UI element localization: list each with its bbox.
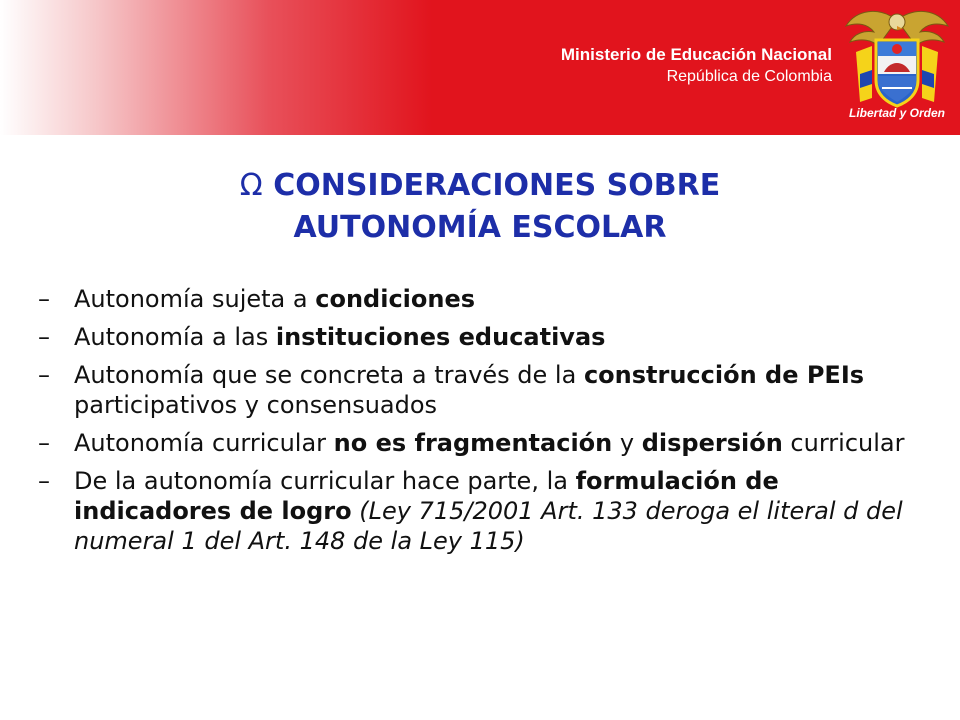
omega-bullet: Ω	[239, 168, 263, 203]
bullet-text: curricular	[782, 429, 905, 457]
dash-bullet: –	[38, 429, 50, 457]
dash-bullet: –	[38, 285, 50, 313]
dash-bullet: –	[38, 323, 50, 351]
bullet-bold-text: condiciones	[315, 285, 476, 313]
header-banner	[0, 0, 960, 135]
bullet-text: De la autonomía curricular hace parte, la	[74, 467, 576, 495]
bullet-list	[38, 284, 928, 564]
list-item	[38, 322, 928, 352]
list-item	[38, 284, 928, 314]
bullet-text: participativos y consensuados	[74, 391, 438, 419]
list-item	[38, 360, 928, 420]
bullet-bold-text: no es fragmentación	[333, 429, 613, 457]
title-line-2: AUTONOMÍA ESCOLAR	[293, 210, 667, 245]
title-text-1: CONSIDERACIONES SOBRE	[273, 168, 721, 203]
country-name: República de Colombia	[666, 68, 832, 85]
ministry-block	[561, 44, 832, 88]
bullet-text: y	[612, 429, 642, 457]
ministry-name: Ministerio de Educación Nacional	[560, 45, 832, 64]
crest-motto: Libertad y Orden	[848, 106, 946, 120]
bullet-text: Autonomía curricular	[74, 429, 334, 457]
bullet-text: Autonomía a las	[74, 323, 276, 351]
dash-bullet: –	[38, 467, 50, 495]
bullet-bold-text: construcción de PEIs	[583, 361, 865, 389]
list-item	[38, 466, 928, 556]
bullet-bold-text: formulación de indicadores de logro	[74, 467, 779, 525]
list-item	[38, 428, 928, 458]
bullet-text: Autonomía sujeta a	[74, 285, 316, 313]
legal-reference-text: (Ley 715/2001 Art. 133 deroga el literal d del numeral 1 del Art. 148 de la Ley 115)	[74, 497, 903, 555]
dash-bullet: –	[38, 361, 50, 389]
bullet-bold-text: dispersión	[641, 429, 783, 457]
bullet-bold-text: instituciones educativas	[275, 323, 606, 351]
bullet-text: Autonomía que se concreta a través de la	[74, 361, 584, 389]
title-line-1	[0, 165, 960, 207]
slide-title	[0, 165, 960, 249]
